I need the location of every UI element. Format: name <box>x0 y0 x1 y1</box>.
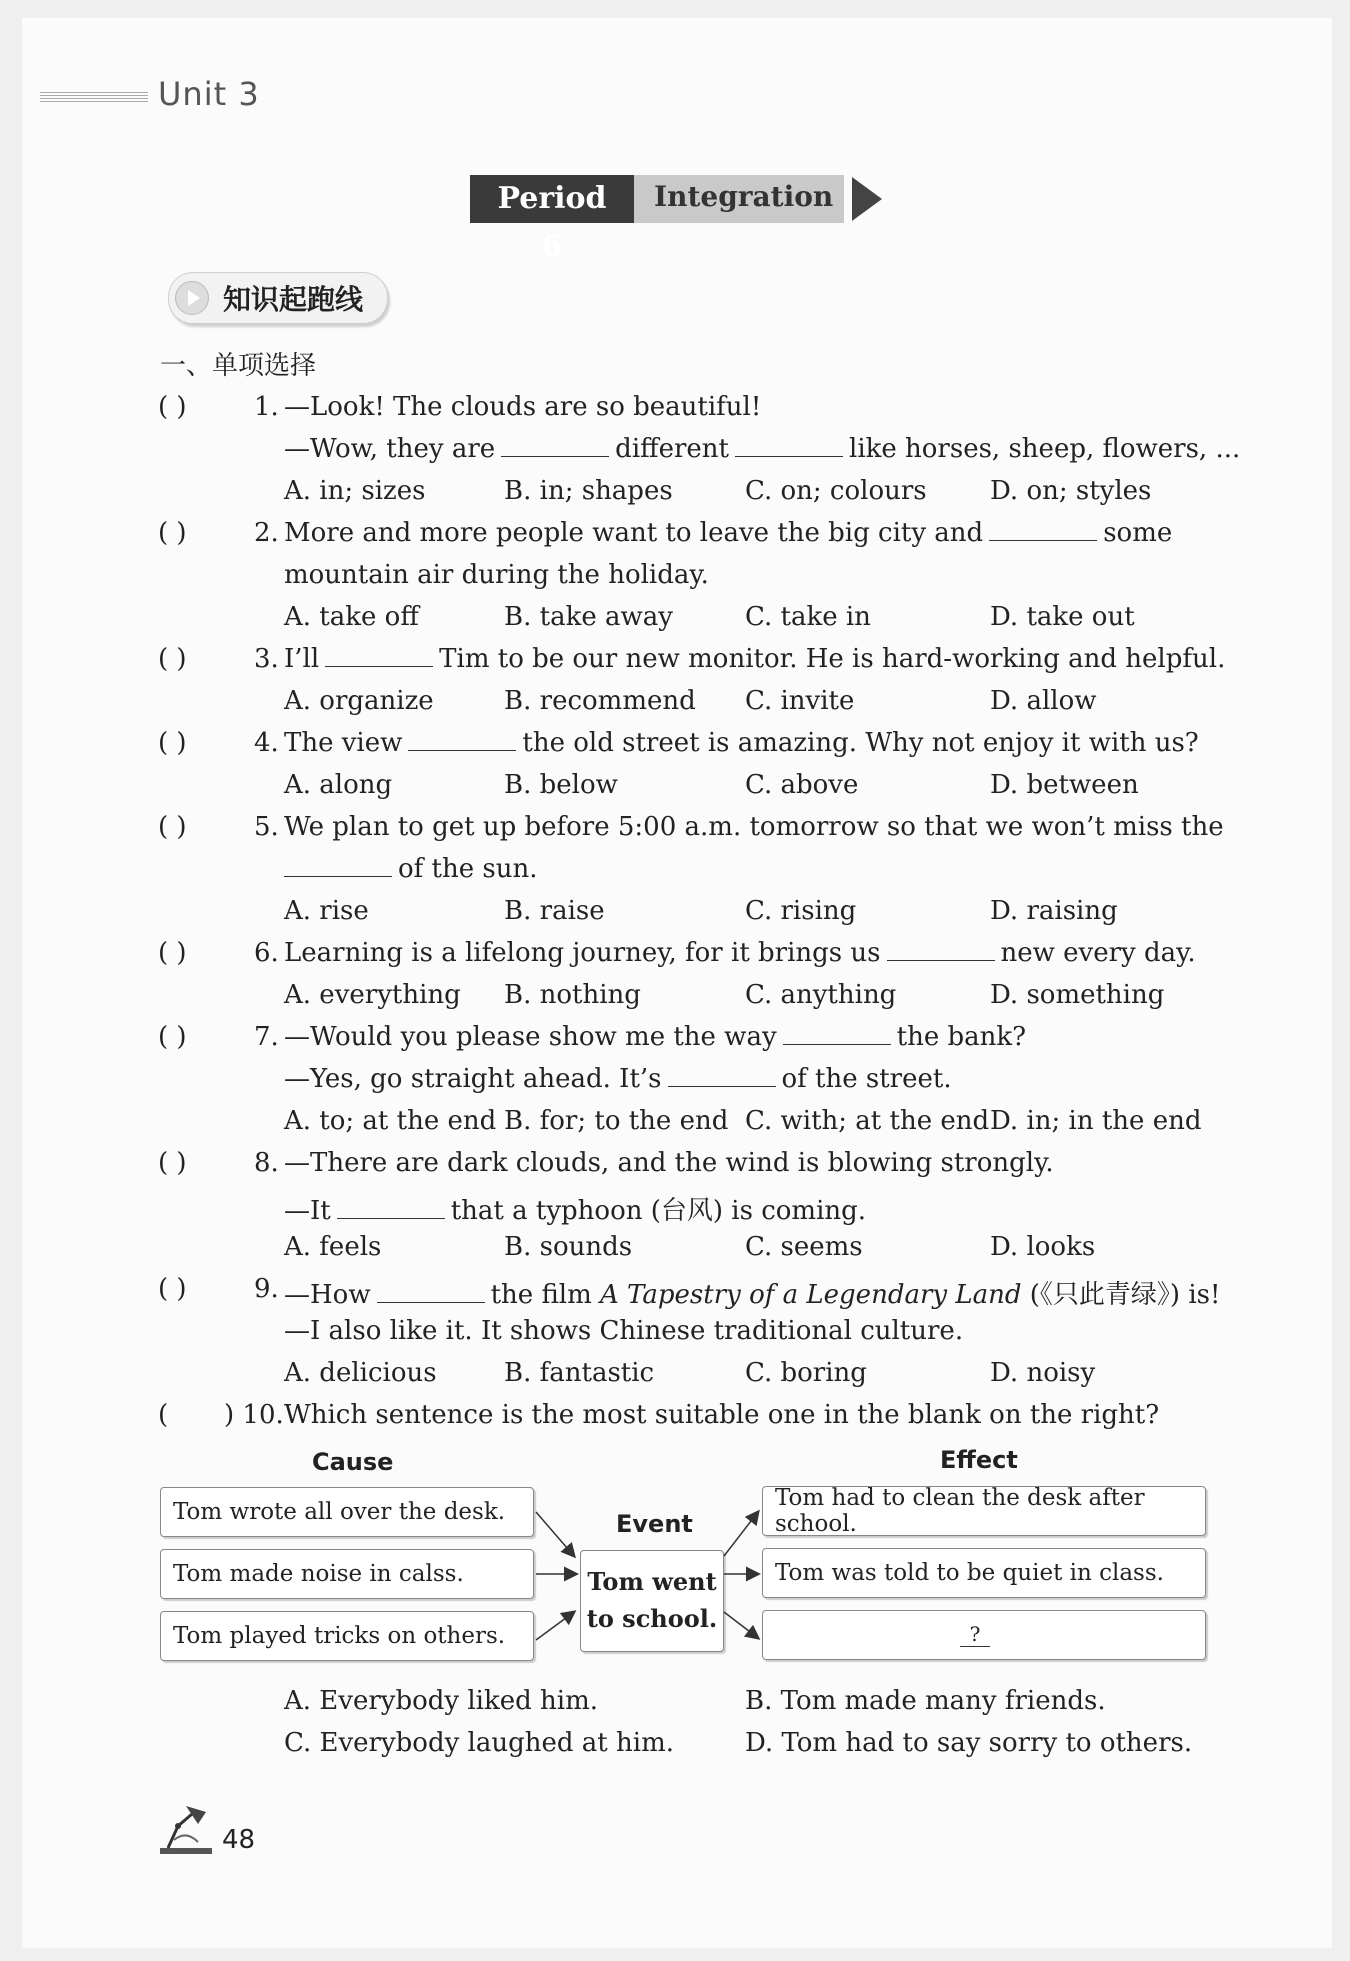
question-number: 2. <box>254 518 279 548</box>
question-text: More and more people want to leave the big city and some <box>284 518 1173 548</box>
option[interactable]: D. on; styles <box>990 476 1152 506</box>
event-label: Event <box>616 1510 693 1538</box>
effect-box: Tom had to clean the desk after school. <box>762 1486 1206 1536</box>
option[interactable]: C. on; colours <box>745 476 927 506</box>
option[interactable]: D. noisy <box>990 1358 1096 1388</box>
section-tag-text: 知识起跑线 <box>223 283 364 316</box>
option[interactable]: D. looks <box>990 1232 1096 1262</box>
option[interactable]: A. rise <box>284 896 369 926</box>
answer-paren[interactable]: ( ) <box>158 518 187 548</box>
option[interactable]: A. feels <box>284 1232 382 1262</box>
option[interactable]: C. Everybody laughed at him. <box>284 1728 674 1758</box>
option[interactable]: A. delicious <box>284 1358 437 1388</box>
answer-paren[interactable]: ( ) <box>158 1022 187 1052</box>
arrow-line <box>536 1512 574 1556</box>
desk-lamp-icon <box>158 1800 214 1856</box>
question-number: 1. <box>254 392 279 422</box>
question-number: 8. <box>254 1148 279 1178</box>
effect-label: Effect <box>940 1446 1018 1474</box>
option[interactable]: C. invite <box>745 686 855 716</box>
question-text: The view the old street is amazing. Why not enjoy it with us? <box>284 728 1199 758</box>
option[interactable]: C. rising <box>745 896 857 926</box>
option[interactable]: C. boring <box>745 1358 867 1388</box>
question-text: I’ll Tim to be our new monitor. He is hard-working and helpful. <box>284 644 1226 674</box>
option[interactable]: B. recommend <box>504 686 696 716</box>
option[interactable]: B. in; shapes <box>504 476 673 506</box>
question-text: We plan to get up before 5:00 a.m. tomorrow so that we won’t miss the <box>284 812 1224 842</box>
answer-paren[interactable]: ( ) <box>158 392 187 422</box>
question-number: 7. <box>254 1022 279 1052</box>
event-text: Tom went <box>587 1567 717 1596</box>
arrow-line <box>724 1512 758 1556</box>
question-text: Learning is a lifelong journey, for it brings us new every day. <box>284 938 1196 968</box>
cause-box: Tom wrote all over the desk. <box>160 1487 534 1537</box>
option[interactable]: C. anything <box>745 980 897 1010</box>
cause-label: Cause <box>312 1448 394 1476</box>
option[interactable]: C. seems <box>745 1232 863 1262</box>
option[interactable]: A. in; sizes <box>284 476 426 506</box>
answer-paren[interactable]: ( ) <box>158 644 187 674</box>
question-text: —How the film A Tapestry of a Legendary Land (《只此青绿》) is! <box>284 1280 1221 1310</box>
question-number: 6. <box>254 938 279 968</box>
event-text: to school. <box>586 1604 718 1633</box>
option[interactable]: A. take off <box>284 602 419 632</box>
answer-paren[interactable]: ( ) <box>158 812 187 842</box>
option[interactable]: D. something <box>990 980 1165 1010</box>
option[interactable]: B. sounds <box>504 1232 633 1262</box>
option[interactable]: C. with; at the end <box>745 1106 990 1136</box>
question-number: ) 10. <box>224 1400 284 1430</box>
arrow-line <box>724 1612 758 1638</box>
arrow-line <box>536 1612 574 1640</box>
option[interactable]: B. Tom made many friends. <box>745 1686 1106 1716</box>
period-label: Period 6 <box>470 175 634 223</box>
answer-paren[interactable]: ( ) <box>158 1148 187 1178</box>
question-text: —There are dark clouds, and the wind is blowing strongly. <box>284 1148 1054 1178</box>
part-title: 一、单项选择 <box>160 351 317 381</box>
option[interactable]: A. organize <box>284 686 434 716</box>
option[interactable]: C. take in <box>745 602 871 632</box>
question-text: mountain air during the holiday. <box>284 560 709 590</box>
option[interactable]: B. nothing <box>504 980 641 1010</box>
question-text: —Look! The clouds are so beautiful! <box>284 392 762 422</box>
question-number: 4. <box>254 728 279 758</box>
page-number: 48 <box>222 1825 256 1855</box>
option[interactable]: D. in; in the end <box>990 1106 1202 1136</box>
option[interactable]: A. everything <box>284 980 461 1010</box>
option[interactable]: B. below <box>504 770 618 800</box>
period-title: Integration <box>634 175 844 223</box>
answer-paren[interactable]: ( <box>158 1400 169 1430</box>
question-text: Which sentence is the most suitable one in the blank on the right? <box>284 1400 1160 1430</box>
option[interactable]: A. to; at the end <box>284 1106 497 1136</box>
cause-box: Tom played tricks on others. <box>160 1611 534 1661</box>
question-number: 9. <box>254 1274 279 1304</box>
unit-title: Unit 3 <box>158 75 260 113</box>
question-text: —Yes, go straight ahead. It’s of the street. <box>284 1064 952 1094</box>
answer-paren[interactable]: ( ) <box>158 728 187 758</box>
question-text: —Wow, they are different like horses, sheep, flowers, ... <box>284 434 1241 464</box>
option[interactable]: B. take away <box>504 602 673 632</box>
answer-paren[interactable]: ( ) <box>158 938 187 968</box>
cause-box: Tom made noise in calss. <box>160 1549 534 1599</box>
option[interactable]: D. raising <box>990 896 1118 926</box>
option[interactable]: C. above <box>745 770 859 800</box>
option[interactable]: A. Everybody liked him. <box>284 1686 599 1716</box>
option[interactable]: D. Tom had to say sorry to others. <box>745 1728 1193 1758</box>
question-text: —I also like it. It shows Chinese traditional culture. <box>284 1316 964 1346</box>
question-text: —It that a typhoon (台风) is coming. <box>284 1196 867 1226</box>
option[interactable]: B. fantastic <box>504 1358 655 1388</box>
question-number: 5. <box>254 812 279 842</box>
effect-box: Tom was told to be quiet in class. <box>762 1548 1206 1598</box>
option[interactable]: A. along <box>284 770 393 800</box>
option[interactable]: B. for; to the end <box>504 1106 729 1136</box>
answer-paren[interactable]: ( ) <box>158 1274 187 1304</box>
option[interactable]: D. allow <box>990 686 1097 716</box>
option[interactable]: B. raise <box>504 896 605 926</box>
question-text: of the sun. <box>284 854 537 884</box>
missing-answer-mark: ? <box>960 1622 990 1647</box>
question-number: 3. <box>254 644 279 674</box>
option[interactable]: D. between <box>990 770 1139 800</box>
option[interactable]: D. take out <box>990 602 1135 632</box>
question-text: —Would you please show me the way the bank? <box>284 1022 1027 1052</box>
